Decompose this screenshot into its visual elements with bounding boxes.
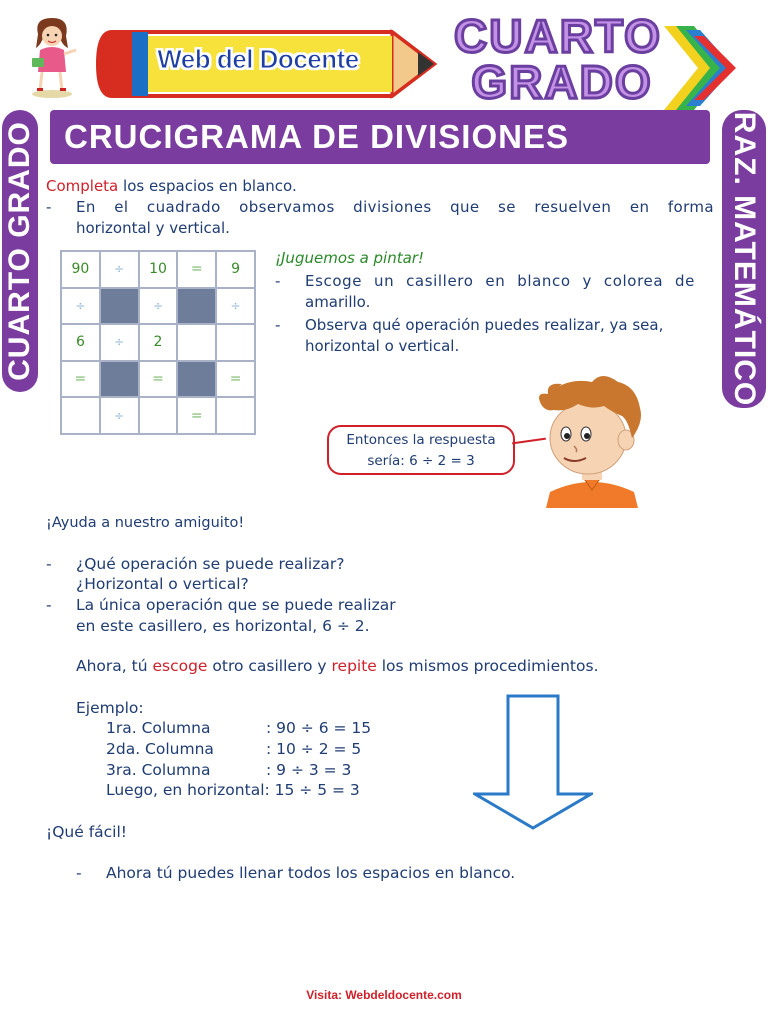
paint-item-1-line-1: Escoge un casillero en blanco y colorea de [305, 272, 695, 290]
bullet: - [275, 316, 281, 334]
answer-line-1: La única operación que se puede realizar [76, 596, 396, 614]
page-title: CRUCIGRAMA DE DIVISIONES [64, 118, 569, 155]
bullet: - [275, 272, 281, 290]
footer-link[interactable]: Visita: Webdeldocente.com [306, 988, 462, 1002]
grid-cell: ÷ [100, 251, 139, 288]
grid-cell: = [139, 361, 178, 398]
column-1-label: 1ra. Columna [106, 719, 211, 737]
grid-cell[interactable]: 90 [61, 251, 100, 288]
grid-cell-shaded [177, 361, 216, 398]
grid-cell-blank[interactable] [216, 397, 255, 434]
speech-line-1: Entonces la respuesta [346, 432, 496, 448]
paint-item-2-line-1: Observa qué operación puedes realizar, ya sea, [305, 316, 664, 334]
grid-cell-blank[interactable] [216, 324, 255, 361]
paint-item-1-line-2: amarillo. [305, 293, 371, 311]
side-label-left-text: CUARTO GRADO [3, 121, 36, 381]
repeat-word: repite [331, 657, 377, 675]
final-instruction: Ahora tú puedes llenar todos los espacios en blanco. [106, 864, 516, 882]
grid-cell-shaded [100, 361, 139, 398]
side-label-left [2, 110, 38, 392]
grid-cell-blank[interactable] [61, 397, 100, 434]
paint-item-1-body [305, 271, 695, 313]
column-3-label: 3ra. Columna [106, 761, 211, 779]
grid-cell-shaded [177, 288, 216, 325]
horizontal-result: Luego, en horizontal: 15 ÷ 5 = 3 [106, 781, 360, 799]
grid-cell-blank[interactable] [139, 397, 178, 434]
instructions-line-2: horizontal y vertical. [76, 219, 230, 237]
crossword-grid [60, 250, 256, 435]
grid-cell: ÷ [61, 288, 100, 325]
bullet: - [46, 198, 52, 216]
now-a: Ahora, tú [76, 657, 153, 675]
grid-cell: = [216, 361, 255, 398]
bullet: - [46, 596, 52, 614]
grid-cell-blank[interactable] [177, 324, 216, 361]
paint-item-1 [275, 271, 695, 313]
paint-item-2-line-2: horizontal o vertical. [305, 337, 460, 355]
grade-line-2: GRADO [471, 56, 653, 108]
speech-line-2: sería: 6 ÷ 2 = 3 [367, 453, 475, 469]
column-2-value: : 10 ÷ 2 = 5 [266, 740, 362, 758]
speech-bubble [327, 425, 515, 475]
instructions-line-1: En el cuadrado observamos divisiones que se resuelven en forma [76, 198, 714, 216]
grid-cell[interactable]: 2 [139, 324, 178, 361]
grade-badge [438, 8, 738, 108]
column-1-value: : 90 ÷ 6 = 15 [266, 719, 372, 737]
complete-rest: los espacios en blanco. [118, 177, 297, 195]
paint-instructions [275, 248, 695, 357]
grid-cell: ÷ [100, 397, 139, 434]
paint-heading: ¡Juguemos a pintar! [275, 249, 424, 267]
grid-cell[interactable]: 10 [139, 251, 178, 288]
grid-cell-shaded [100, 288, 139, 325]
grade-line-1: CUARTO [454, 10, 662, 62]
instructions-item [46, 197, 714, 239]
down-arrow-icon [473, 694, 593, 830]
grid-cell: ÷ [216, 288, 255, 325]
grid-cell: ÷ [139, 288, 178, 325]
paint-item-2-body [305, 315, 695, 357]
side-label-right [722, 110, 766, 408]
instructions-heading [46, 176, 714, 197]
answer-line-2: en este casillero, es horizontal, 6 ÷ 2. [76, 617, 370, 635]
boy-illustration [532, 372, 652, 508]
grid-cell: ÷ [100, 324, 139, 361]
question-line-1: ¿Qué operación se puede realizar? [76, 555, 345, 573]
now-choose-line [76, 656, 599, 676]
complete-word: Completa [46, 177, 119, 195]
help-heading: ¡Ayuda a nuestro amiguito! [46, 515, 245, 531]
instructions [46, 176, 714, 239]
example-label: Ejemplo: [76, 699, 144, 717]
question-line-2: ¿Horizontal o vertical? [76, 575, 249, 593]
grid-cell: = [177, 397, 216, 434]
column-3-value: : 9 ÷ 3 = 3 [266, 761, 352, 779]
now-e: los mismos procedimientos. [376, 657, 599, 675]
paint-item-2 [275, 315, 695, 357]
side-label-right-text: RAZ. MATEMÁTICO [728, 111, 761, 407]
instructions-body [76, 197, 714, 239]
column-2-label: 2da. Columna [106, 740, 214, 758]
bullet: - [46, 555, 52, 573]
grid-cell[interactable]: 6 [61, 324, 100, 361]
now-c: otro casillero y [207, 657, 332, 675]
grid-cell: = [177, 251, 216, 288]
grid-cell[interactable]: 9 [216, 251, 255, 288]
bullet: - [76, 864, 82, 882]
logo-text: Web del Docente [157, 44, 359, 74]
easy-text: ¡Qué fácil! [46, 823, 128, 841]
grid-cell: = [61, 361, 100, 398]
choose-word: escoge [152, 657, 208, 675]
teacher-illustration [24, 14, 86, 100]
